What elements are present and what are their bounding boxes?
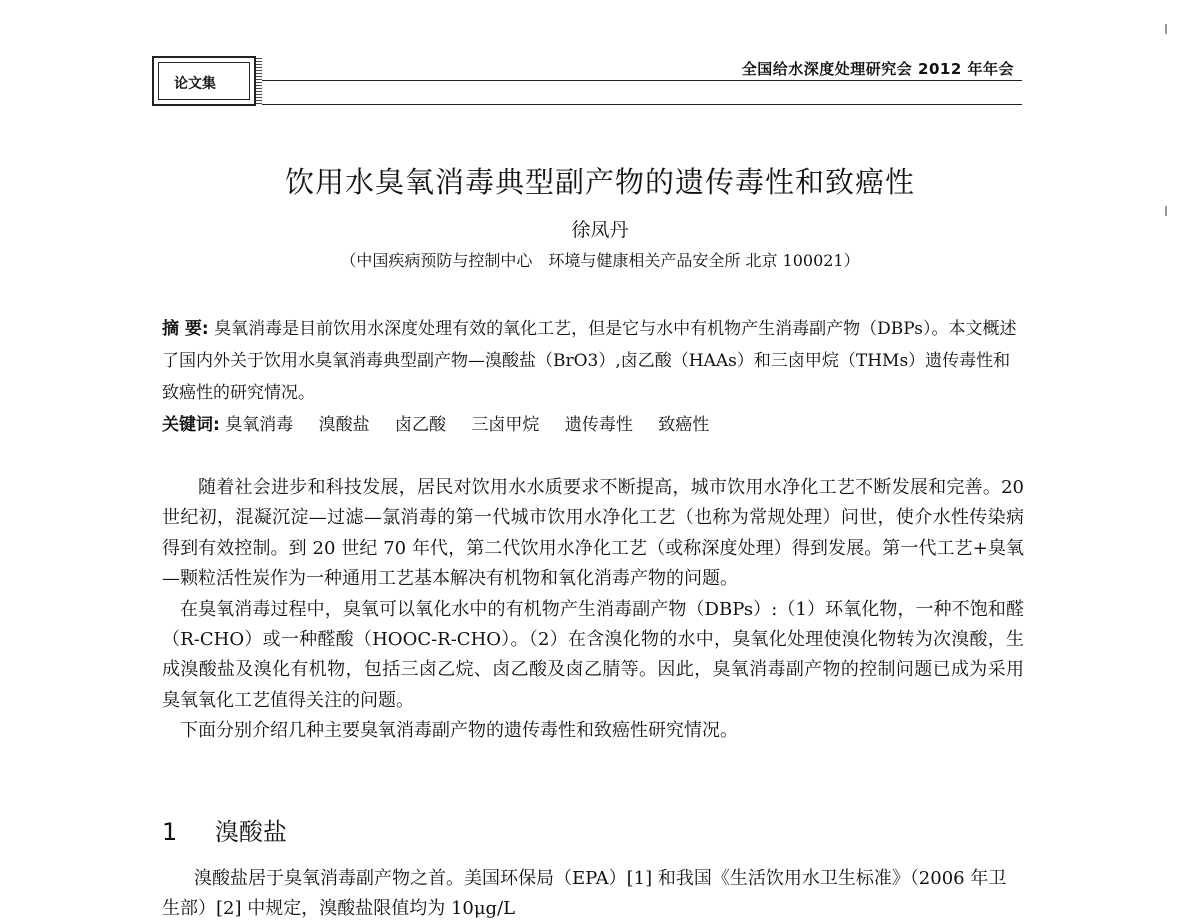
paragraph: 在臭氧消毒过程中，臭氧可以氧化水中的有机物产生消毒副产物（DBPs）:（1）环氧化物，一种不饱和醛（R-CHO）或一种醛酸（HOOC-R-CHO）。（2）在含溴化物的水中，臭氧化处理使溴化物转为次溴酸，生成溴酸盐及溴化有机物，包括三卤乙烷、卤乙酸及卤乙腈等。因此，臭氧消毒副产物的控制问题已成为采用臭氧氧化工艺值得关注的问题。 xyxy=(162,598,1024,711)
section-number: 1 xyxy=(162,818,178,846)
edge-mark xyxy=(1165,24,1167,34)
paper-title: 饮用水臭氧消毒典型副产物的遗传毒性和致癌性 xyxy=(284,165,915,199)
keyword-item: 卤乙酸 xyxy=(395,415,447,435)
keywords-label: 关键词: xyxy=(162,415,220,435)
keyword-item: 遗传毒性 xyxy=(564,415,633,435)
paragraph: 溴酸盐居于臭氧消毒副产物之首。美国环保局（EPA）[1] 和我国《生活饮用水卫生标准》（2006 年卫生部）[2] 中规定，溴酸盐限值均为 10μg/L xyxy=(162,868,1007,919)
paragraph: 下面分别介绍几种主要臭氧消毒副产物的遗传毒性和致癌性研究情况。 xyxy=(180,720,738,742)
abstract-text: 臭氧消毒是目前饮用水深度处理有效的氧化工艺，但是它与水中有机物产生消毒副产物（DBPs）。本文概述了国内外关于饮用水臭氧消毒典型副产物—溴酸盐（BrO3）,卤乙酸（HAAs）和三卤甲烷（THMs）遗传毒性和致癌性的研究情况。 xyxy=(162,319,1017,403)
abstract-label: 摘 要: xyxy=(162,319,209,339)
body-text xyxy=(162,473,1024,747)
keywords xyxy=(162,410,1024,440)
section-heading xyxy=(162,812,287,847)
header-rule-bottom xyxy=(262,104,1022,105)
keyword-item: 三卤甲烷 xyxy=(471,415,540,435)
section-title: 溴酸盐 xyxy=(214,818,287,846)
paragraph: 随着社会进步和科技发展，居民对饮用水水质要求不断提高，城市饮用水净化工艺不断发展和完善。20 世纪初，混凝沉淀—过滤—氯消毒的第一代城市饮用水净化工艺（也称为常规处理）问世，使介水性传染病得到有效控制。到 20 世纪 70 年代，第二代饮用水净化工艺（或称深度处理）得到发展。第一代工艺+臭氧—颗粒活性炭作为一种通用工艺基本解决有机物和氧化消毒产物的问题。 xyxy=(162,477,1024,590)
author-name: 徐凤丹 xyxy=(571,219,629,241)
journal-header: 全国给水深度处理研究会 2012 年年会 xyxy=(741,60,1014,78)
keyword-item: 致癌性 xyxy=(658,415,710,435)
keyword-item: 溴酸盐 xyxy=(318,415,370,435)
section-tag xyxy=(152,56,256,106)
author-affiliation: （中国疾病预防与控制中心 环境与健康相关产品安全所 北京 100021） xyxy=(340,251,860,270)
header-rule xyxy=(262,80,1022,81)
keyword-item: 臭氧消毒 xyxy=(225,415,294,435)
section-tag-label: 论文集 xyxy=(174,76,216,92)
abstract xyxy=(162,313,1024,409)
